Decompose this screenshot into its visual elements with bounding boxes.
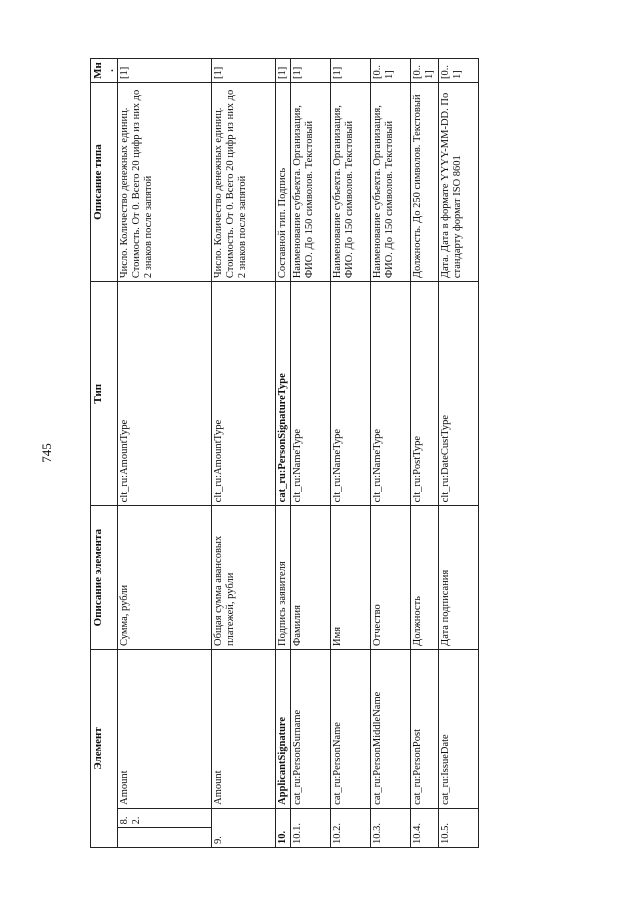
row-number: 10.5. xyxy=(439,808,479,847)
row-element: Amount xyxy=(212,649,276,808)
row-mn: [0..1] xyxy=(371,59,411,83)
row-element-desc: Дата подписания xyxy=(439,506,479,650)
indent-cell xyxy=(118,828,212,848)
row-mn: [1] xyxy=(118,59,212,83)
row-mn: [0..1] xyxy=(439,59,479,83)
row-type-desc: Должность. До 250 символов. Текстовый xyxy=(411,83,439,282)
row-element-desc: Имя xyxy=(331,506,371,650)
table-row xyxy=(331,59,371,848)
row-element: cat_ru:PersonPost xyxy=(411,649,439,808)
table-row xyxy=(118,59,212,848)
row-type: clt_ru:NameType xyxy=(331,282,371,506)
rotated-table-container xyxy=(90,58,463,848)
row-element-desc: Сумма, рубли xyxy=(118,506,212,650)
row-type-desc: Наименование субъекта. Организация, ФИО. До 150 символов. Текстовый xyxy=(291,83,331,282)
header-type: Тип xyxy=(91,282,118,506)
header-type-desc: Описание типа xyxy=(91,83,118,282)
table-row xyxy=(276,59,291,848)
row-type-desc: Составной тип. Подпись xyxy=(276,83,291,282)
row-number: 10.3. xyxy=(371,808,411,847)
row-mn: [1] xyxy=(212,59,276,83)
row-number: 10. xyxy=(276,808,291,847)
row-mn: [0..1] xyxy=(411,59,439,83)
schema-table xyxy=(90,58,479,848)
row-element-desc: Подпись заявителя xyxy=(276,506,291,650)
row-number: 8.2. xyxy=(118,808,212,828)
header-element: Элемент xyxy=(91,649,118,847)
row-element-desc: Должность xyxy=(411,506,439,650)
table-row xyxy=(371,59,411,848)
row-element: cat_ru:PersonSurname xyxy=(291,649,331,808)
row-element-desc: Отчество xyxy=(371,506,411,650)
header-element-desc: Описание элемента xyxy=(91,506,118,650)
table-row xyxy=(212,59,276,848)
table-row xyxy=(291,59,331,848)
row-type: clt_ru:AmountType xyxy=(118,282,212,506)
row-type-desc: Число. Количество денежных единиц. Стоимость. От 0. Всего 20 цифр из них до 2 знаков после запятой xyxy=(118,83,212,282)
row-element: cat_ru:IssueDate xyxy=(439,649,479,808)
row-number: 10.4. xyxy=(411,808,439,847)
row-number: 10.2. xyxy=(331,808,371,847)
row-type-desc: Наименование субъекта. Организация, ФИО. До 150 символов. Текстовый xyxy=(371,83,411,282)
row-mn: [1] xyxy=(291,59,331,83)
row-type: clt_ru:NameType xyxy=(291,282,331,506)
row-type-desc: Дата. Дата в формате YYYY-MM-DD. По стандарту формат ISO 8601 xyxy=(439,83,479,282)
row-element: cat_ru:PersonMiddleName xyxy=(371,649,411,808)
row-type: clt_ru:AmountType xyxy=(212,282,276,506)
row-mn: [1] xyxy=(331,59,371,83)
page-number: 745 xyxy=(39,443,54,463)
row-element: ApplicantSignature xyxy=(276,649,291,808)
row-mn: [1] xyxy=(276,59,291,83)
header-mn: Мн. xyxy=(91,59,118,83)
row-number: 10.1. xyxy=(291,808,331,847)
table-row xyxy=(439,59,479,848)
row-type: cat_ru:PersonSignatureType xyxy=(276,282,291,506)
row-type-desc: Число. Количество денежных единиц. Стоимость. От 0. Всего 20 цифр из них до 2 знаков после запятой xyxy=(212,83,276,282)
row-type: clt_ru:PostType xyxy=(411,282,439,506)
row-element-desc: Общая сумма авансовых платежей, рубли xyxy=(212,506,276,650)
row-type-desc: Наименование субъекта. Организация, ФИО. До 150 символов. Текстовый xyxy=(331,83,371,282)
row-element-desc: Фамилия xyxy=(291,506,331,650)
row-type: clt_ru:NameType xyxy=(371,282,411,506)
row-number: 9. xyxy=(212,808,276,847)
row-element: Amount xyxy=(118,649,212,808)
row-type: clt_ru:DateCustType xyxy=(439,282,479,506)
table-row xyxy=(411,59,439,848)
row-element: cat_ru:PersonName xyxy=(331,649,371,808)
table-header-row xyxy=(91,59,118,848)
